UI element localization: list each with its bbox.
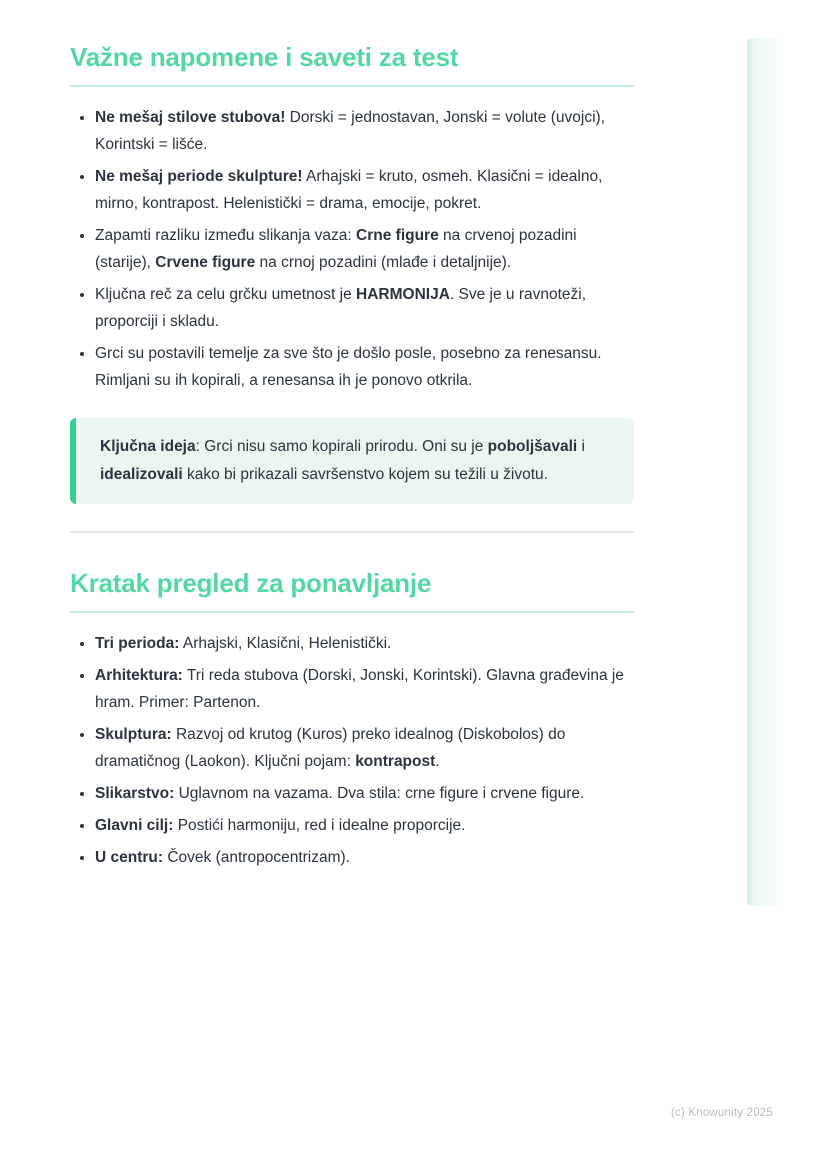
list-item: • Zapamti razliku između slikanja vaza: Crne figure na crvenoj pozadini (starije), Crvene figure na crnoj pozadini (mlađe i detaljnije). [95,222,634,276]
list-item: • Ne mešaj periode skulpture! Arhajski = kruto, osmeh. Klasični = idealno, mirno, kontrapost. Helenistički = drama, emocije, pokret. [95,163,634,217]
section-divider [70,531,634,533]
list-item: • Tri perioda: Arhajski, Klasični, Helenistički. [95,630,634,657]
callout-text: Ključna ideja: Grci nisu samo kopirali prirodu. Oni su je poboljšavali i idealizovali kako bi prikazali savršenstvo kojem su težili u životu. [100,438,585,483]
section-important-notes [70,42,634,533]
list-item: • Ne mešaj stilove stubova! Dorski = jednostavan, Jonski = volute (uvojci), Korintski = lišće. [95,104,634,158]
list-item: • Skulptura: Razvoj od krutog (Kuros) preko idealnog (Diskobolos) do dramatičnog (Laokon). Ključni pojam: kontrapost. [95,721,634,775]
list-item: • Arhitektura: Tri reda stubova (Dorski, Jonski, Korintski). Glavna građevina je hram. Primer: Partenon. [95,662,634,716]
heading-underline [70,611,634,613]
section-title: Kratak pregled za ponavljanje [70,568,432,598]
notes-bullet-list [70,104,634,394]
section-title: Važne napomene i saveti za test [70,42,459,72]
section-quick-review [70,568,634,871]
page-content [70,42,634,876]
list-item: • Ključna reč za celu grčku umetnost je HARMONIJA. Sve je u ravnoteži, proporciji i skladu. [95,281,634,335]
list-item: • Glavni cilj: Postići harmoniju, red i idealne proporcije. [95,812,634,839]
list-item: • Slikarstvo: Uglavnom na vazama. Dva stila: crne figure i crvene figure. [95,780,634,807]
review-bullet-list [70,630,634,871]
footer-credit: (c) Knowunity 2025 [670,1107,773,1119]
list-item: • U centru: Čovek (antropocentrizam). [95,844,634,871]
key-idea-callout [70,418,634,504]
heading-underline [70,85,634,87]
list-item: • Grci su postavili temelje za sve što je došlo posle, posebno za renesansu. Rimljani su ih kopirali, a renesansa ih je ponovo otkrila. [95,340,634,394]
page-edge-accent-bar [747,38,793,906]
